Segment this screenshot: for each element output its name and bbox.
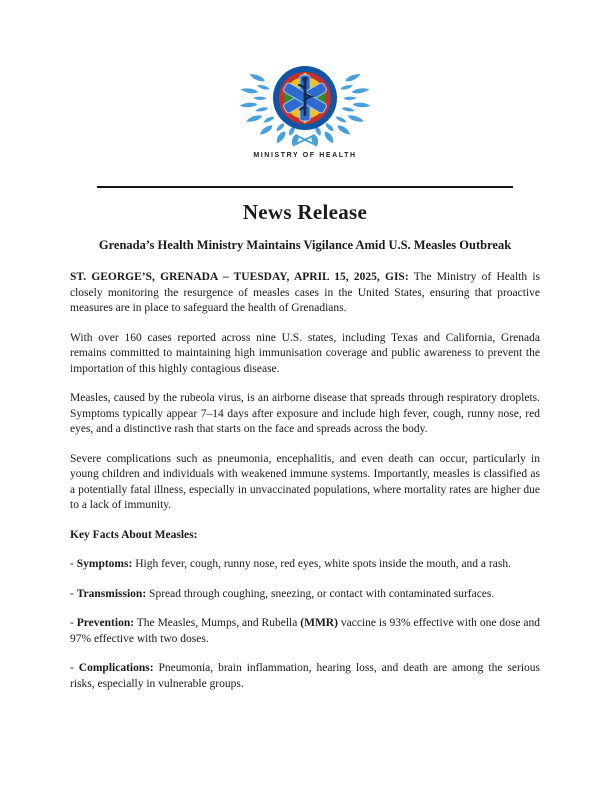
fact-text: Spread through coughing, sneezing, or contact with contaminated surfaces. (146, 587, 495, 600)
headline: Grenada’s Health Ministry Maintains Vigilance Amid U.S. Measles Outbreak (98, 238, 512, 252)
fact-symptoms (70, 557, 540, 573)
key-facts-heading: Key Facts About Measles: (70, 528, 198, 541)
paragraph-complications: Severe complications such as pneumonia, encephalitis, and even death can occur, particularly in young children and individuals with weakened immune systems. Importantly, measles is classified as a potentially fatal illness, especially in unvaccinated populations, where mortality rates are higher due to a lack of immunity. (70, 452, 540, 511)
fact-text: High fever, cough, runny nose, red eyes, white spots inside the mouth, and a rash. (132, 558, 511, 570)
fact-text-2: vaccine is 93% effective with one dose and 97% effective with two doses. (70, 617, 540, 645)
fact-bold-mid: (MMR) (300, 617, 338, 629)
fact-label: Transmission: (76, 587, 147, 600)
fact-complications (70, 661, 540, 692)
dateline-lead: ST. GEORGE’S, GRENADA – TUESDAY, APRIL 15, 2025, GIS: (70, 271, 409, 283)
logo-caption: MINISTRY OF HEALTH (253, 152, 357, 159)
paragraph-disease-info: Measles, caused by the rubeola virus, is an airborne disease that spreads through respiratory droplets. Symptoms typically appear 7–14 days after exposure and include high fever, cough, runny nose, red eyes, and a distinctive rash that starts on the face and spreads across the body. (70, 392, 540, 435)
dateline-text: The Ministry of Health is closely monitoring the resurgence of measles cases in the United States, ensuring that proactive measures are in place to safeguard the health of Grenadians. (70, 271, 540, 314)
fact-bullet: - (70, 587, 77, 600)
fact-label: Complications: (78, 662, 154, 674)
page-title: News Release (242, 200, 368, 224)
fact-text: The Measles, Mumps, and Rubella (134, 617, 301, 629)
fact-transmission (70, 587, 540, 603)
paragraph-cases: With over 160 cases reported across nine U.S. states, including Texas and California, Grenada remains committed to maintaining high immunisation coverage and public awareness to prevent the importation of this highly contagious disease. (70, 331, 540, 375)
fact-label: Prevention: (76, 617, 135, 629)
fact-bullet: - (70, 617, 77, 629)
header-divider (97, 186, 513, 188)
fact-bullet: - (70, 558, 77, 570)
ministry-of-health-logo (70, 54, 540, 160)
fact-text: Pneumonia, brain inflammation, hearing loss, and death are among the serious risks, especially in vulnerable groups. (70, 662, 540, 690)
fact-prevention (70, 616, 540, 647)
emblem-globe (273, 66, 337, 130)
fact-label: Symptoms: (76, 558, 133, 570)
ministry-of-health-emblem-icon (230, 54, 380, 150)
dateline-paragraph (70, 270, 540, 317)
fact-bullet: - (70, 662, 79, 674)
